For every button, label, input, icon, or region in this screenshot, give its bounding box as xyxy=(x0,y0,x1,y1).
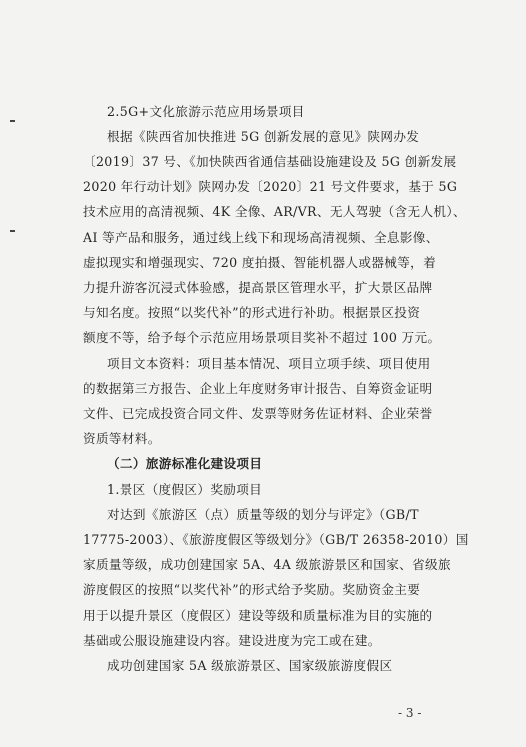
paragraph-line: 力提升游客沉浸式体验感，提高景区管理水平，扩大景区品牌 xyxy=(83,280,433,295)
paragraph-line: 文件、已完成投资合同文件、发票等财务佐证材料、企业荣誉 xyxy=(83,406,433,421)
paragraph-line: 项目文本资料：项目基本情况、项目立项手续、项目使用 xyxy=(107,356,431,371)
paragraph-line: 技术应用的高清视频、4K 全像、AR/VR、无人驾驶（含无人机）、 xyxy=(83,204,466,219)
paragraph-line: 基础或公服设施建设内容。建设进度为完工或在建。 xyxy=(83,633,381,648)
paragraph-line: 虚拟现实和增强现实、720 度拍摄、智能机器人或器械等，着 xyxy=(83,255,437,270)
paragraph-line: 根据《陕西省加快推进 5G 创新发展的意见》陕网办发 xyxy=(107,129,420,144)
paragraph-line: 2020 年行动计划》陕网办发〔2020〕21 号文件要求，基于 5G xyxy=(83,179,458,194)
paragraph-line: 额度不等，给予每个示范应用场景项目奖补不超过 100 万元。 xyxy=(83,330,441,345)
margin-mark xyxy=(10,230,15,232)
paragraph-line: AI 等产品和服务，通过线上线下和现场高清视频、全息影像、 xyxy=(83,230,439,245)
paragraph-line: 成功创建国家 5A 级旅游景区、国家级旅游度假区 xyxy=(107,658,393,673)
paragraph-line: 17775-2003）、《旅游度假区等级划分》（GB/T 26358-2010）国 xyxy=(83,532,469,547)
paragraph-line: 资质等材料。 xyxy=(83,431,161,446)
section-heading: （二）旅游标准化建设项目 xyxy=(107,456,263,471)
paragraph-line: 的数据第三方报告、企业上年度财务审计报告、自筹资金证明 xyxy=(83,381,433,396)
paragraph-line: 游度假区的按照“以奖代补”的形式给予奖励。奖励资金主要 xyxy=(83,582,421,597)
paragraph-line: 对达到《旅游区（点）质量等级的划分与评定》（GB/T xyxy=(107,507,419,522)
page-number: - 3 - xyxy=(398,706,422,720)
margin-mark xyxy=(10,120,15,122)
paragraph-line: 与知名度。按照“以奖代补”的形式进行补助。根据景区投资 xyxy=(83,305,421,320)
subsection-heading: 1.景区（度假区）奖励项目 xyxy=(107,482,263,497)
subsection-heading: 2.5G+文化旅游示范应用场景项目 xyxy=(107,104,305,119)
paragraph-line: 〔2019〕37 号、《加快陕西省通信基础设施建设及 5G 创新发展 xyxy=(83,154,457,169)
paragraph-line: 用于以提升景区（度假区）建设等级和质量标准为目的实施的 xyxy=(83,608,433,623)
paragraph-line: 家质量等级，成功创建国家 5A、4A 级旅游景区和国家、省级旅 xyxy=(83,557,451,572)
